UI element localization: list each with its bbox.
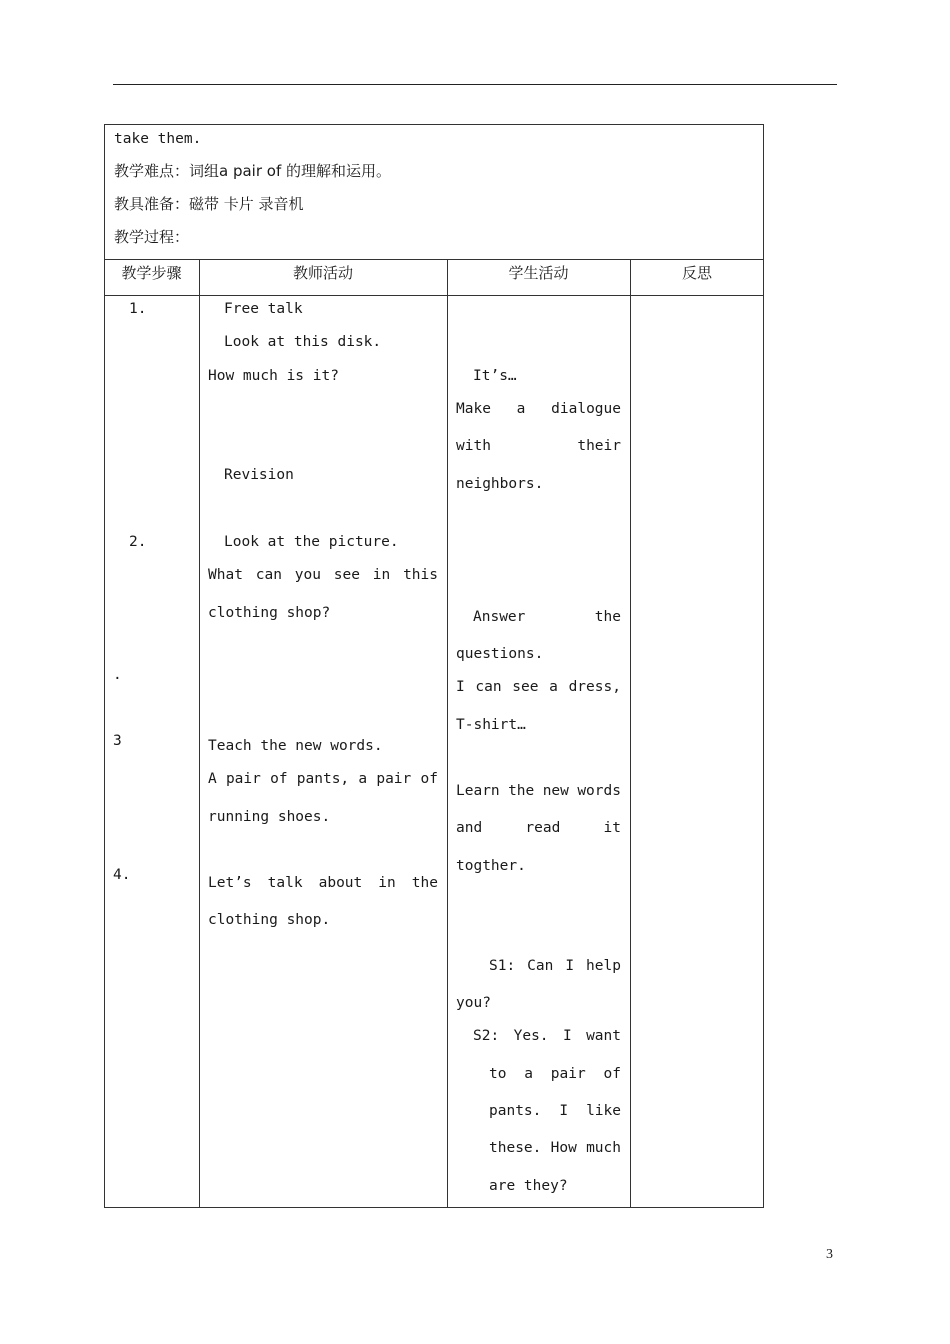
word: pair xyxy=(225,771,261,787)
student-its: It’s… xyxy=(473,368,517,384)
word: with xyxy=(456,438,491,454)
step-4: 4. xyxy=(113,867,131,883)
teacher-running-shoes: running shoes. xyxy=(208,809,331,825)
intro-line-1: take them. xyxy=(114,131,202,147)
word: these. xyxy=(489,1140,542,1156)
step-3: 3 xyxy=(113,733,122,749)
teacher-clothing-shop: clothing shop. xyxy=(208,912,331,928)
word: help xyxy=(586,958,621,974)
teacher-look-picture: Look at the picture. xyxy=(224,534,399,550)
word: A xyxy=(208,771,217,787)
student-tshirt: T-shirt… xyxy=(456,717,526,733)
word: their xyxy=(577,438,621,454)
student-s1-line xyxy=(489,956,621,976)
page-number: 3 xyxy=(826,1247,833,1262)
teacher-teach-words: Teach the new words. xyxy=(208,738,383,754)
col-divider-3 xyxy=(630,259,631,1208)
word: and xyxy=(456,820,483,836)
word: much xyxy=(586,1140,621,1156)
word: Answer xyxy=(473,609,526,625)
word: like xyxy=(586,1103,621,1119)
word: in xyxy=(378,875,396,891)
word: I xyxy=(559,1103,569,1119)
word: see xyxy=(512,679,539,695)
word: S1: xyxy=(489,958,516,974)
word: a xyxy=(358,771,368,787)
word: the xyxy=(411,875,438,891)
word: about xyxy=(318,875,363,891)
word: this xyxy=(403,567,438,583)
teacher-free-talk: Free talk xyxy=(224,301,303,317)
lesson-table xyxy=(104,124,764,1208)
word: How xyxy=(550,1140,577,1156)
word: a xyxy=(516,401,526,417)
teaching-process: 教学过程： xyxy=(114,228,190,246)
header-teacher: 教师活动 xyxy=(292,264,353,282)
word: Let’s xyxy=(208,875,252,891)
step-1: 1. xyxy=(129,301,147,317)
word: see xyxy=(333,567,360,583)
student-pants-line xyxy=(489,1101,621,1121)
student-are-they: are they? xyxy=(489,1178,568,1194)
student-you: you? xyxy=(456,995,491,1011)
word: Learn xyxy=(456,783,500,799)
word: in xyxy=(372,567,391,583)
word: pants, xyxy=(296,771,350,787)
student-questions: questions. xyxy=(456,646,544,662)
student-i-can-line xyxy=(456,677,621,697)
student-with-line xyxy=(456,436,621,456)
col-divider-1 xyxy=(199,259,200,1208)
student-answer-line xyxy=(473,607,621,627)
teacher-lets-talk-line xyxy=(208,873,438,893)
teaching-difficulty: 教学难点：词组a pair of 的理解和运用。 xyxy=(114,162,392,180)
word: a xyxy=(549,679,558,695)
word: I xyxy=(456,679,465,695)
word: talk xyxy=(267,875,303,891)
student-and-line xyxy=(456,818,621,838)
student-neighbors: neighbors. xyxy=(456,476,544,492)
word: a xyxy=(524,1066,533,1082)
word: I xyxy=(565,958,575,974)
teaching-materials: 教具准备：磁带 卡片 录音机 xyxy=(114,195,304,213)
word: the xyxy=(594,609,621,625)
word: words xyxy=(577,783,621,799)
word: read xyxy=(525,820,561,836)
word: dialogue xyxy=(551,401,621,417)
student-together: togther. xyxy=(456,858,526,874)
word: of xyxy=(270,771,288,787)
word: can xyxy=(475,679,502,695)
header-reflection: 反思 xyxy=(681,264,712,282)
word: Make xyxy=(456,401,491,417)
word: to xyxy=(489,1066,507,1082)
student-learn-line xyxy=(456,781,621,801)
word: new xyxy=(542,783,569,799)
word: of xyxy=(420,771,438,787)
teacher-how-much: How much is it? xyxy=(208,368,339,384)
word: pair xyxy=(550,1066,586,1082)
col-divider-2 xyxy=(447,259,448,1208)
word: What xyxy=(208,567,243,583)
step-2: 2. xyxy=(129,534,147,550)
table-rule-intro xyxy=(104,259,764,260)
student-s2-line xyxy=(473,1026,621,1046)
word: the xyxy=(508,783,535,799)
word: I xyxy=(562,1028,572,1044)
word: pants. xyxy=(489,1103,542,1119)
student-make-line xyxy=(456,399,621,419)
word: it xyxy=(603,820,621,836)
word: Yes. xyxy=(513,1028,549,1044)
word: pair xyxy=(376,771,412,787)
teacher-look-disk: Look at this disk. xyxy=(224,334,382,350)
word: can xyxy=(255,567,282,583)
header-steps: 教学步骤 xyxy=(121,264,182,282)
word: of xyxy=(603,1066,621,1082)
word: S2: xyxy=(473,1028,500,1044)
word: Can xyxy=(527,958,554,974)
word: you xyxy=(294,567,321,583)
word: want xyxy=(586,1028,621,1044)
word: dress, xyxy=(568,679,621,695)
teacher-what-line xyxy=(208,565,438,585)
teacher-revision: Revision xyxy=(224,467,294,483)
teacher-clothing-shop-question: clothing shop? xyxy=(208,605,331,621)
header-student: 学生活动 xyxy=(508,264,569,282)
student-these-line xyxy=(489,1138,621,1158)
table-rule-header xyxy=(104,295,764,296)
teacher-pair-line xyxy=(208,769,438,789)
student-to-line xyxy=(489,1064,621,1084)
header-rule xyxy=(113,84,837,85)
step-dot: . xyxy=(113,667,122,683)
